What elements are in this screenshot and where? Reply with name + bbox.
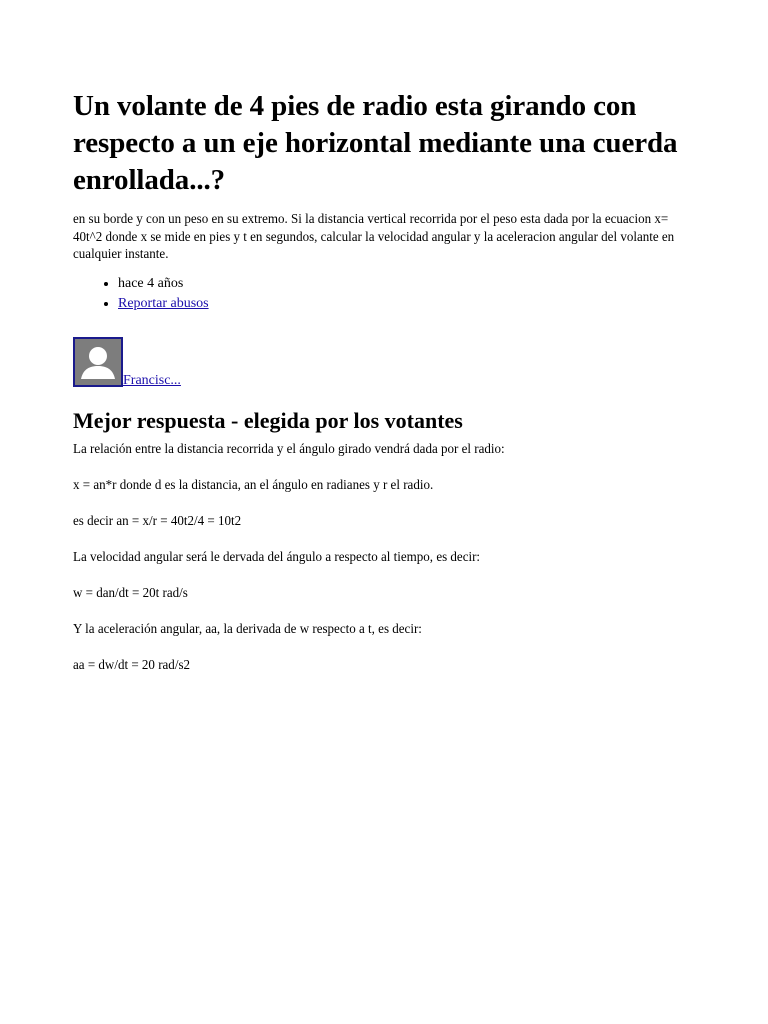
- question-body: en su borde y con un peso en su extremo. Si la distancia vertical recorrida por el peso esta dada por la ecuacion x= 40t^2 donde x se mide en pies y t en segundos, calcular la velocidad angular y la aceleracion angular del volante en cualquier instante.: [73, 212, 675, 262]
- answer-paragraph: x = an*r donde d es la distancia, an el ángulo en radianes y r el radio.: [73, 477, 434, 493]
- question-page: [73, 88, 698, 693]
- answer-paragraph: aa = dw/dt = 20 rad/s2: [73, 657, 191, 673]
- answer-paragraph: La velocidad angular será le dervada del ángulo a respecto al tiempo, es decir:: [73, 549, 481, 565]
- author-row: [73, 337, 698, 387]
- best-answer-body: [73, 441, 698, 674]
- author-name-link[interactable]: Francisc...: [123, 372, 181, 388]
- best-answer-heading: Mejor respuesta - elegida por los votantes: [73, 407, 463, 433]
- report-abuse-item: [118, 294, 698, 314]
- answer-paragraph: Y la aceleración angular, aa, la derivada de w respecto a t, es decir:: [73, 621, 422, 637]
- answer-paragraph: w = dan/dt = 20t rad/s: [73, 585, 188, 601]
- answer-paragraph: La relación entre la distancia recorrida y el ángulo girado vendrá dada por el radio:: [73, 441, 505, 457]
- question-title: Un volante de 4 pies de radio esta girando con respecto a un eje horizontal mediante una cuerda enrollada...?: [73, 90, 678, 196]
- question-meta-list: [73, 274, 698, 314]
- user-silhouette-icon: [75, 339, 121, 385]
- avatar[interactable]: [73, 337, 123, 387]
- question-age: • hace 4 años: [118, 274, 698, 294]
- answer-paragraph: es decir an = x/r = 40t2/4 = 10t2: [73, 513, 242, 529]
- report-abuse-link[interactable]: Reportar abusos: [118, 295, 209, 311]
